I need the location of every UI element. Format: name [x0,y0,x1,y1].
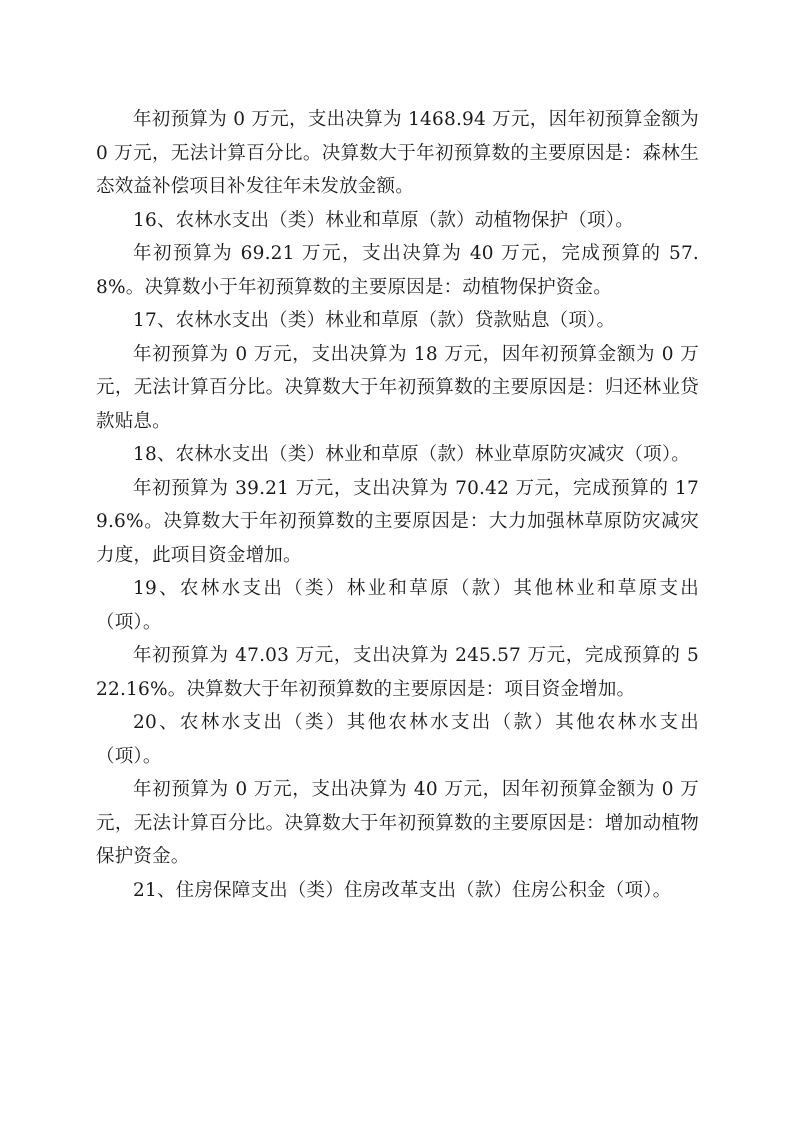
heading-item-18-disaster-prevention: 18、农林水支出（类）林业和草原（款）林业草原防灾减灾（项）。 [133,444,690,465]
heading-item-17-loan-interest-subsidy: 17、农林水支出（类）林业和草原（款）贷款贴息（项）。 [133,310,616,331]
paragraph-forest-compensation-explanation: 年初预算为 0 万元，支出决算为 1468.94 万元，因年初预算金额为 0 万元，无法计算百分比。决算数大于年初预算数的主要原因是：森林生态效益补偿项目补发往年未发放金额。 [96,109,699,197]
paragraph-item-18-explanation: 年初预算为 39.21 万元，支出决算为 70.42 万元，完成预算的 179.6%。决算数大于年初预算数的主要原因是：大力加强林草原防灾减灾力度，此项目资金增加。 [96,477,699,566]
heading-item-20-other-agriculture-expenditure: 20、农林水支出（类）其他农林水支出（款）其他农林水支出（项）。 [96,712,699,767]
heading-item-16-animal-plant-protection: 16、农林水支出（类）林业和草原（款）动植物保护（项）。 [133,209,634,231]
heading-item-19-other-forestry-expenditure: 19、农林水支出（类）林业和草原（款）其他林业和草原支出（项）。 [96,578,699,633]
paragraph-item-16-explanation: 年初预算为 69.21 万元，支出决算为 40 万元，完成预算的 57.8%。决算数小于年初预算数的主要原因是：动植物保护资金。 [96,243,699,298]
paragraph-item-17-explanation: 年初预算为 0 万元，支出决算为 18 万元，因年初预算金额为 0 万元，无法计算百分比。决算数大于年初预算数的主要原因是：归还林业贷款贴息。 [96,343,699,432]
paragraph-item-19-explanation: 年初预算为 47.03 万元，支出决算为 245.57 万元，完成预算的 522.16%。决算数大于年初预算数的主要原因是：项目资金增加。 [96,645,699,700]
paragraph-item-20-explanation: 年初预算为 0 万元，支出决算为 40 万元，因年初预算金额为 0 万元，无法计算百分比。决算数大于年初预算数的主要原因是：增加动植物保护资金。 [96,779,699,867]
heading-item-21-housing-provident-fund: 21、住房保障支出（类）住房改革支出（款）住房公积金（项）。 [133,879,672,901]
document-page [96,103,699,907]
